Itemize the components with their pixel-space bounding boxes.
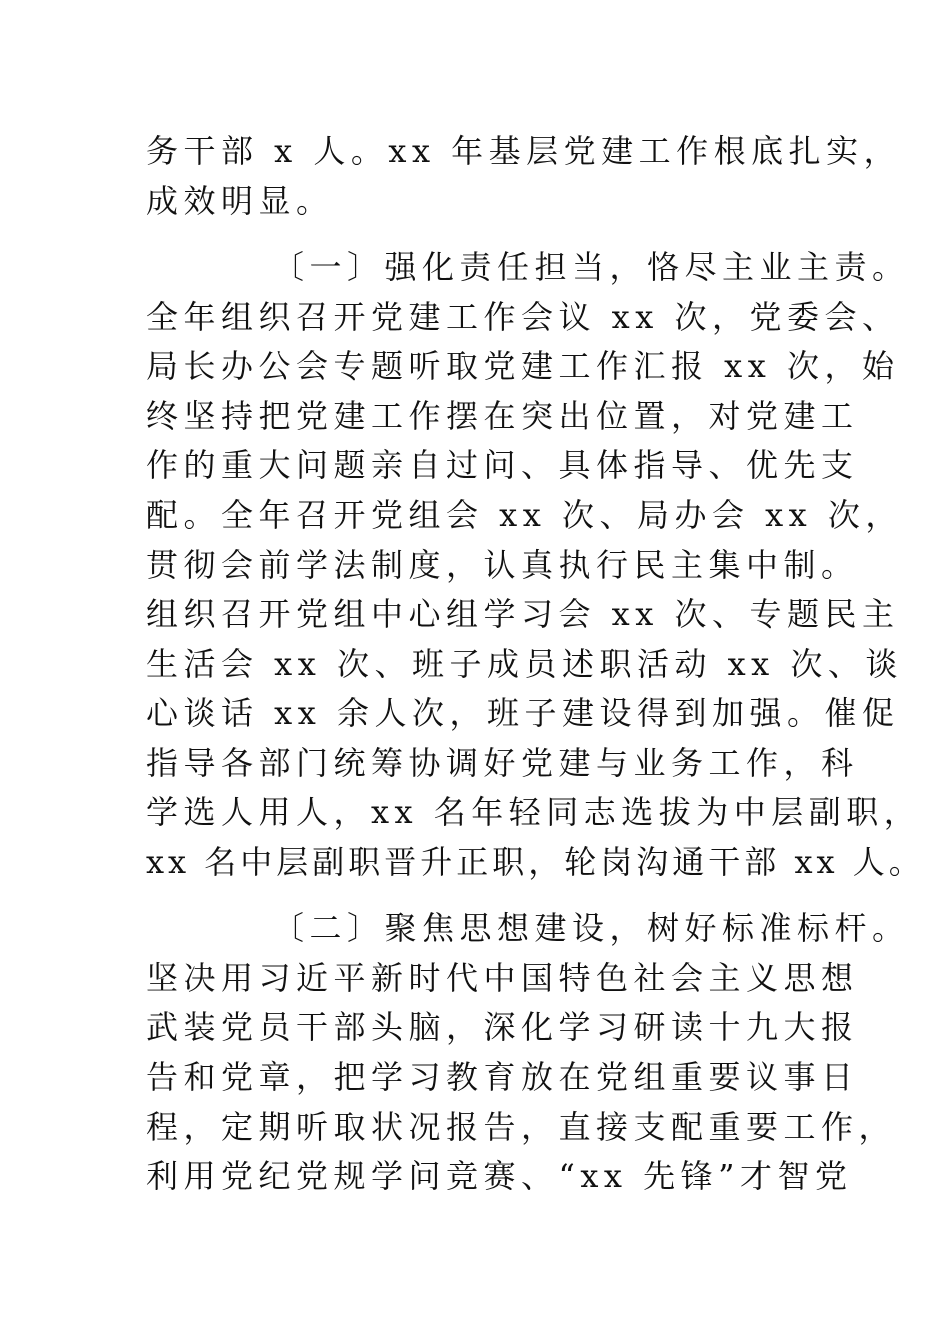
text-line: 贯彻会前学法制度，认真执行民主集中制。 [146,546,859,584]
text-line: 指导各部门统筹协调好党建与业务工作，科 [146,744,859,782]
text-line: 配。全年召开党组会 xx 次、局办会 xx 次， [146,496,903,534]
text-line: 全年组织召开党建工作会议 xx 次，党委会、 [146,298,900,336]
text-line: 武装党员干部头脑，深化学习研读十九大报 [146,1008,859,1046]
text-line: 告和党章，把学习教育放在党组重要议事日 [146,1058,859,1096]
text-line: 利用党纪党规学问竞赛、“xx 先锋”才智党 [146,1157,853,1195]
text-line: 心谈话 xx 余人次，班子建设得到加强。催促 [146,694,900,732]
text-line: 学选人用人，xx 名年轻同志选拔为中层副职， [146,793,922,831]
section-heading-one: 〔一〕强化责任担当，恪尽主业主责。 [272,248,910,286]
text-line: 生活会 xx 次、班子成员述职活动 xx 次、谈 [146,645,903,683]
text-line: 坚决用习近平新时代中国特色社会主义思想 [146,959,859,997]
text-line: 局长办公会专题听取党建工作汇报 xx 次，始 [146,347,900,385]
text-line: 程，定期听取状况报告，直接支配重要工作， [146,1108,897,1146]
text-line: 成效明显。 [146,182,334,220]
text-line: 终坚持把党建工作摆在突出位置，对党建工 [146,397,859,435]
text-line: 作的重大问题亲自过问、具体指导、优先支 [146,446,859,484]
text-line: 务干部 x 人。xx 年基层党建工作根底扎实， [146,132,902,170]
text-line: xx 名中层副职晋升正职，轮岗沟通干部 xx 人。 [146,843,925,881]
text-line: 组织召开党组中心组学习会 xx 次、专题民主 [146,595,900,633]
section-heading-two: 〔二〕聚焦思想建设，树好标准标杆。 [272,909,910,947]
